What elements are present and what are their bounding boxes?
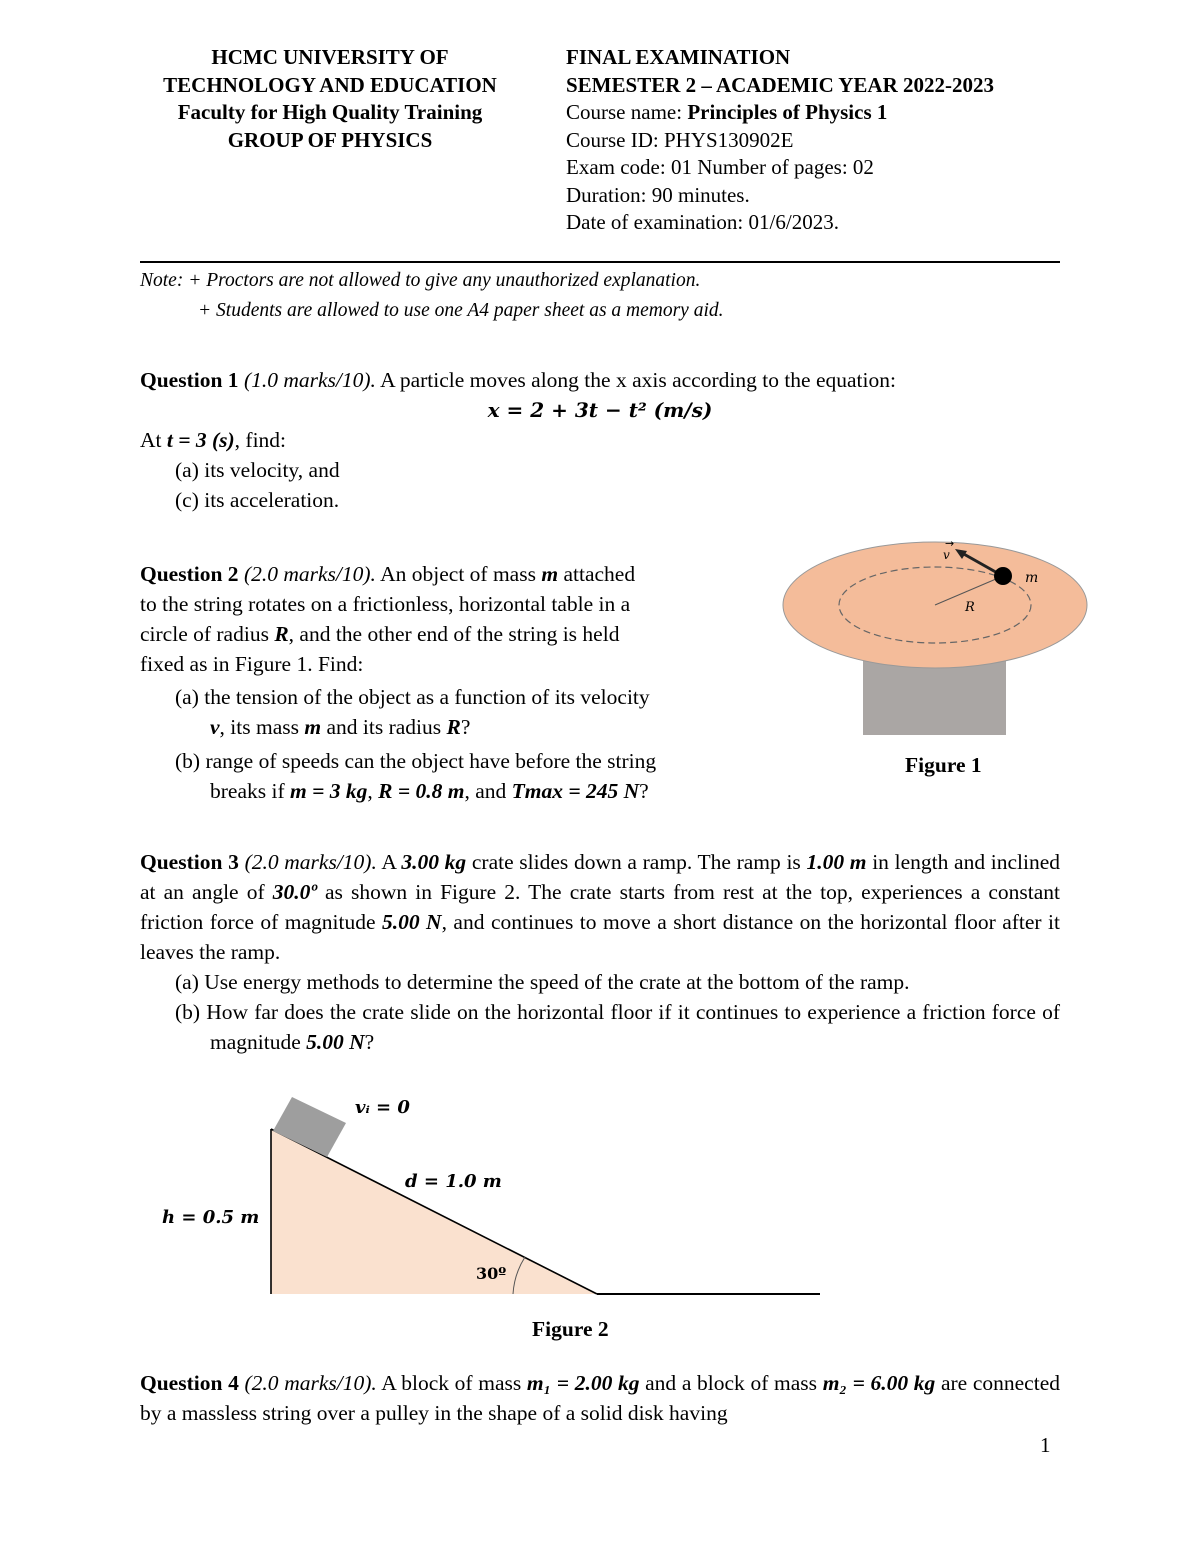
group-name: GROUP OF PHYSICS xyxy=(227,127,433,152)
q2-b2-radius: R = 0.8 m xyxy=(378,779,465,803)
q2-a2-radius: R xyxy=(446,715,461,739)
fig1-velocity-label: v xyxy=(943,548,950,562)
q2-part-a-line2 xyxy=(175,712,760,742)
q1-title: Question 1 xyxy=(140,368,239,392)
q2-line3b-text: , and the other end of the string is held xyxy=(288,622,620,646)
q3-length: 1.00 m xyxy=(806,850,867,874)
q1-at-prefix: At xyxy=(140,428,167,452)
q3-friction: 5.00 N xyxy=(381,910,442,934)
q2-a2-end: ? xyxy=(460,715,471,739)
q2-line3 xyxy=(140,619,760,649)
q2-b2-mass: m = 3 kg xyxy=(290,779,368,803)
q2-title: Question 2 xyxy=(140,562,239,586)
exam-code-line: Exam code: 01 Number of pages: 02 xyxy=(566,155,874,179)
q3-part-b xyxy=(175,997,1060,1057)
q1-text: A particle moves along the x axis according to the equation: xyxy=(375,368,896,392)
q2-a2-mid2: and its radius xyxy=(321,715,447,739)
q2-a2-mass: m xyxy=(304,715,322,739)
q3-angle: 30.0º xyxy=(272,880,317,904)
q1-marks: (1.0 marks/10). xyxy=(243,368,376,392)
q2-line4: fixed as in Figure 1. Find: xyxy=(140,652,364,676)
q3-body xyxy=(140,847,1060,967)
question-4 xyxy=(140,1368,1060,1428)
q1-at-suffix: , find: xyxy=(234,428,287,452)
date-line: Date of examination: 01/6/2023. xyxy=(566,210,839,234)
q2-part-a xyxy=(140,682,760,742)
q1-equation: x = 2 + 3t − t² (m/s) xyxy=(487,398,713,422)
q2-mass-symbol: m xyxy=(541,562,559,586)
q3-part-b-end: ? xyxy=(364,1030,375,1054)
question-3 xyxy=(140,847,1060,1057)
figure-2-ramp xyxy=(150,1085,840,1305)
q1-equation-row xyxy=(140,395,1060,425)
q2-part-b xyxy=(140,746,760,806)
fig2-distance-label: d = 1.0 m xyxy=(405,1171,502,1192)
course-name-label: Course name: xyxy=(566,100,688,124)
question-1 xyxy=(140,365,1060,515)
semester-line: SEMESTER 2 – ACADEMIC YEAR 2022-2023 xyxy=(566,72,995,97)
university-line2: TECHNOLOGY AND EDUCATION xyxy=(163,72,497,97)
note-line1: Note: + Proctors are not allowed to give any unauthorized explanation. xyxy=(140,270,701,291)
institution-block xyxy=(110,44,550,154)
q4-t1: A block of mass xyxy=(376,1371,527,1395)
fig2-angle-label: 30º xyxy=(476,1264,507,1283)
course-name-line xyxy=(566,99,1126,127)
exam-title: FINAL EXAMINATION xyxy=(566,45,791,69)
q3-marks: (2.0 marks/10). xyxy=(244,850,377,874)
header-divider xyxy=(140,261,1060,263)
q3-part-b-text: (b) How far does the crate slide on the horizontal floor if it continues to experience a friction force of magnitude xyxy=(175,1000,1060,1054)
q2-line2: to the string rotates on a frictionless, horizontal table in a xyxy=(140,592,631,616)
exam-info-block xyxy=(566,44,1126,237)
q3-title: Question 3 xyxy=(140,850,239,874)
vector-arrow-glyph: → xyxy=(945,537,955,550)
course-name: Principles of Physics 1 xyxy=(687,100,888,124)
q3-t4: as shown in Figure 2. The crate starts from rest at the top, experiences a constant friction force of magnitude xyxy=(140,880,1061,934)
q3-t3: in length and inclined at an angle of xyxy=(140,850,1061,904)
q2-marks: (2.0 marks/10). xyxy=(243,562,376,586)
q1-intro xyxy=(140,365,1060,395)
q4-mass1: m₁ = 2.00 kg xyxy=(526,1371,640,1395)
note-block xyxy=(140,266,724,326)
q4-title: Question 4 xyxy=(140,1371,239,1395)
q2-line1 xyxy=(140,559,760,589)
q2-part-b-line2 xyxy=(175,776,760,806)
q2-b2-sep2: , and xyxy=(464,779,512,803)
q3-t5: , and continues to move a short distance on the horizontal floor after it leaves the ramp. xyxy=(140,910,1060,964)
q3-mass: 3.00 kg xyxy=(401,850,467,874)
q2-b2-pre: breaks if xyxy=(210,779,290,803)
q1-part-c: (c) its acceleration. xyxy=(175,488,340,512)
q3-t2: crate slides down a ramp. The ramp is xyxy=(466,850,807,874)
fig1-radius-label: R xyxy=(965,600,975,615)
q4-mass2: m₂ = 6.00 kg xyxy=(822,1371,936,1395)
q2-line1-text: An object of mass xyxy=(375,562,542,586)
q2-part-a-line1: (a) the tension of the object as a function of its velocity xyxy=(175,685,650,709)
q4-marks: (2.0 marks/10). xyxy=(244,1371,377,1395)
figure-1-caption: Figure 1 xyxy=(905,753,982,777)
q2-line3a-text: circle of radius xyxy=(140,622,275,646)
q2-b2-sep1: , xyxy=(367,779,379,803)
duration-line: Duration: 90 minutes. xyxy=(566,182,750,207)
fig1-mass-label: m xyxy=(1025,570,1039,586)
q2-a2-mid: , its mass xyxy=(219,715,305,739)
q1-part-a: (a) its velocity, and xyxy=(175,458,340,482)
faculty-name: Faculty for High Quality Training xyxy=(177,100,483,124)
q3-part-a: (a) Use energy methods to determine the speed of the crate at the bottom of the ramp. xyxy=(175,970,910,994)
page-number: 1 xyxy=(1040,1433,1051,1457)
q2-velocity-symbol: v xyxy=(210,715,220,739)
figure-1-rotating-table xyxy=(775,535,1095,740)
figure-2-caption: Figure 2 xyxy=(532,1317,609,1341)
q2-b2-end: ? xyxy=(639,779,649,803)
q1-at-line xyxy=(140,425,1060,455)
university-line1: HCMC UNIVERSITY OF xyxy=(211,45,449,69)
note-line2: + Students are allowed to use one A4 paper sheet as a memory aid. xyxy=(198,300,724,321)
q2-radius-symbol: R xyxy=(274,622,289,646)
q2-b2-tmax: Tmax = 245 N xyxy=(511,779,640,803)
question-2 xyxy=(140,559,760,806)
mass-ball xyxy=(994,567,1012,585)
q3-part-b-friction: 5.00 N xyxy=(306,1030,365,1054)
q3-t1: A xyxy=(376,850,402,874)
fig2-height-label: h = 0.5 m xyxy=(162,1207,260,1228)
course-id-line: Course ID: PHYS130902E xyxy=(566,127,794,152)
q4-t3: are connected by a massless string over a pulley in the shape of a solid disk having xyxy=(140,1371,1060,1425)
q4-t2: and a block of mass xyxy=(639,1371,823,1395)
fig2-initial-velocity: vᵢ = 0 xyxy=(355,1097,410,1118)
q1-at-value: t = 3 (s) xyxy=(166,428,235,452)
q2-line1b-text: attached xyxy=(558,562,636,586)
q2-part-b-line1: (b) range of speeds can the object have before the string xyxy=(175,749,657,773)
